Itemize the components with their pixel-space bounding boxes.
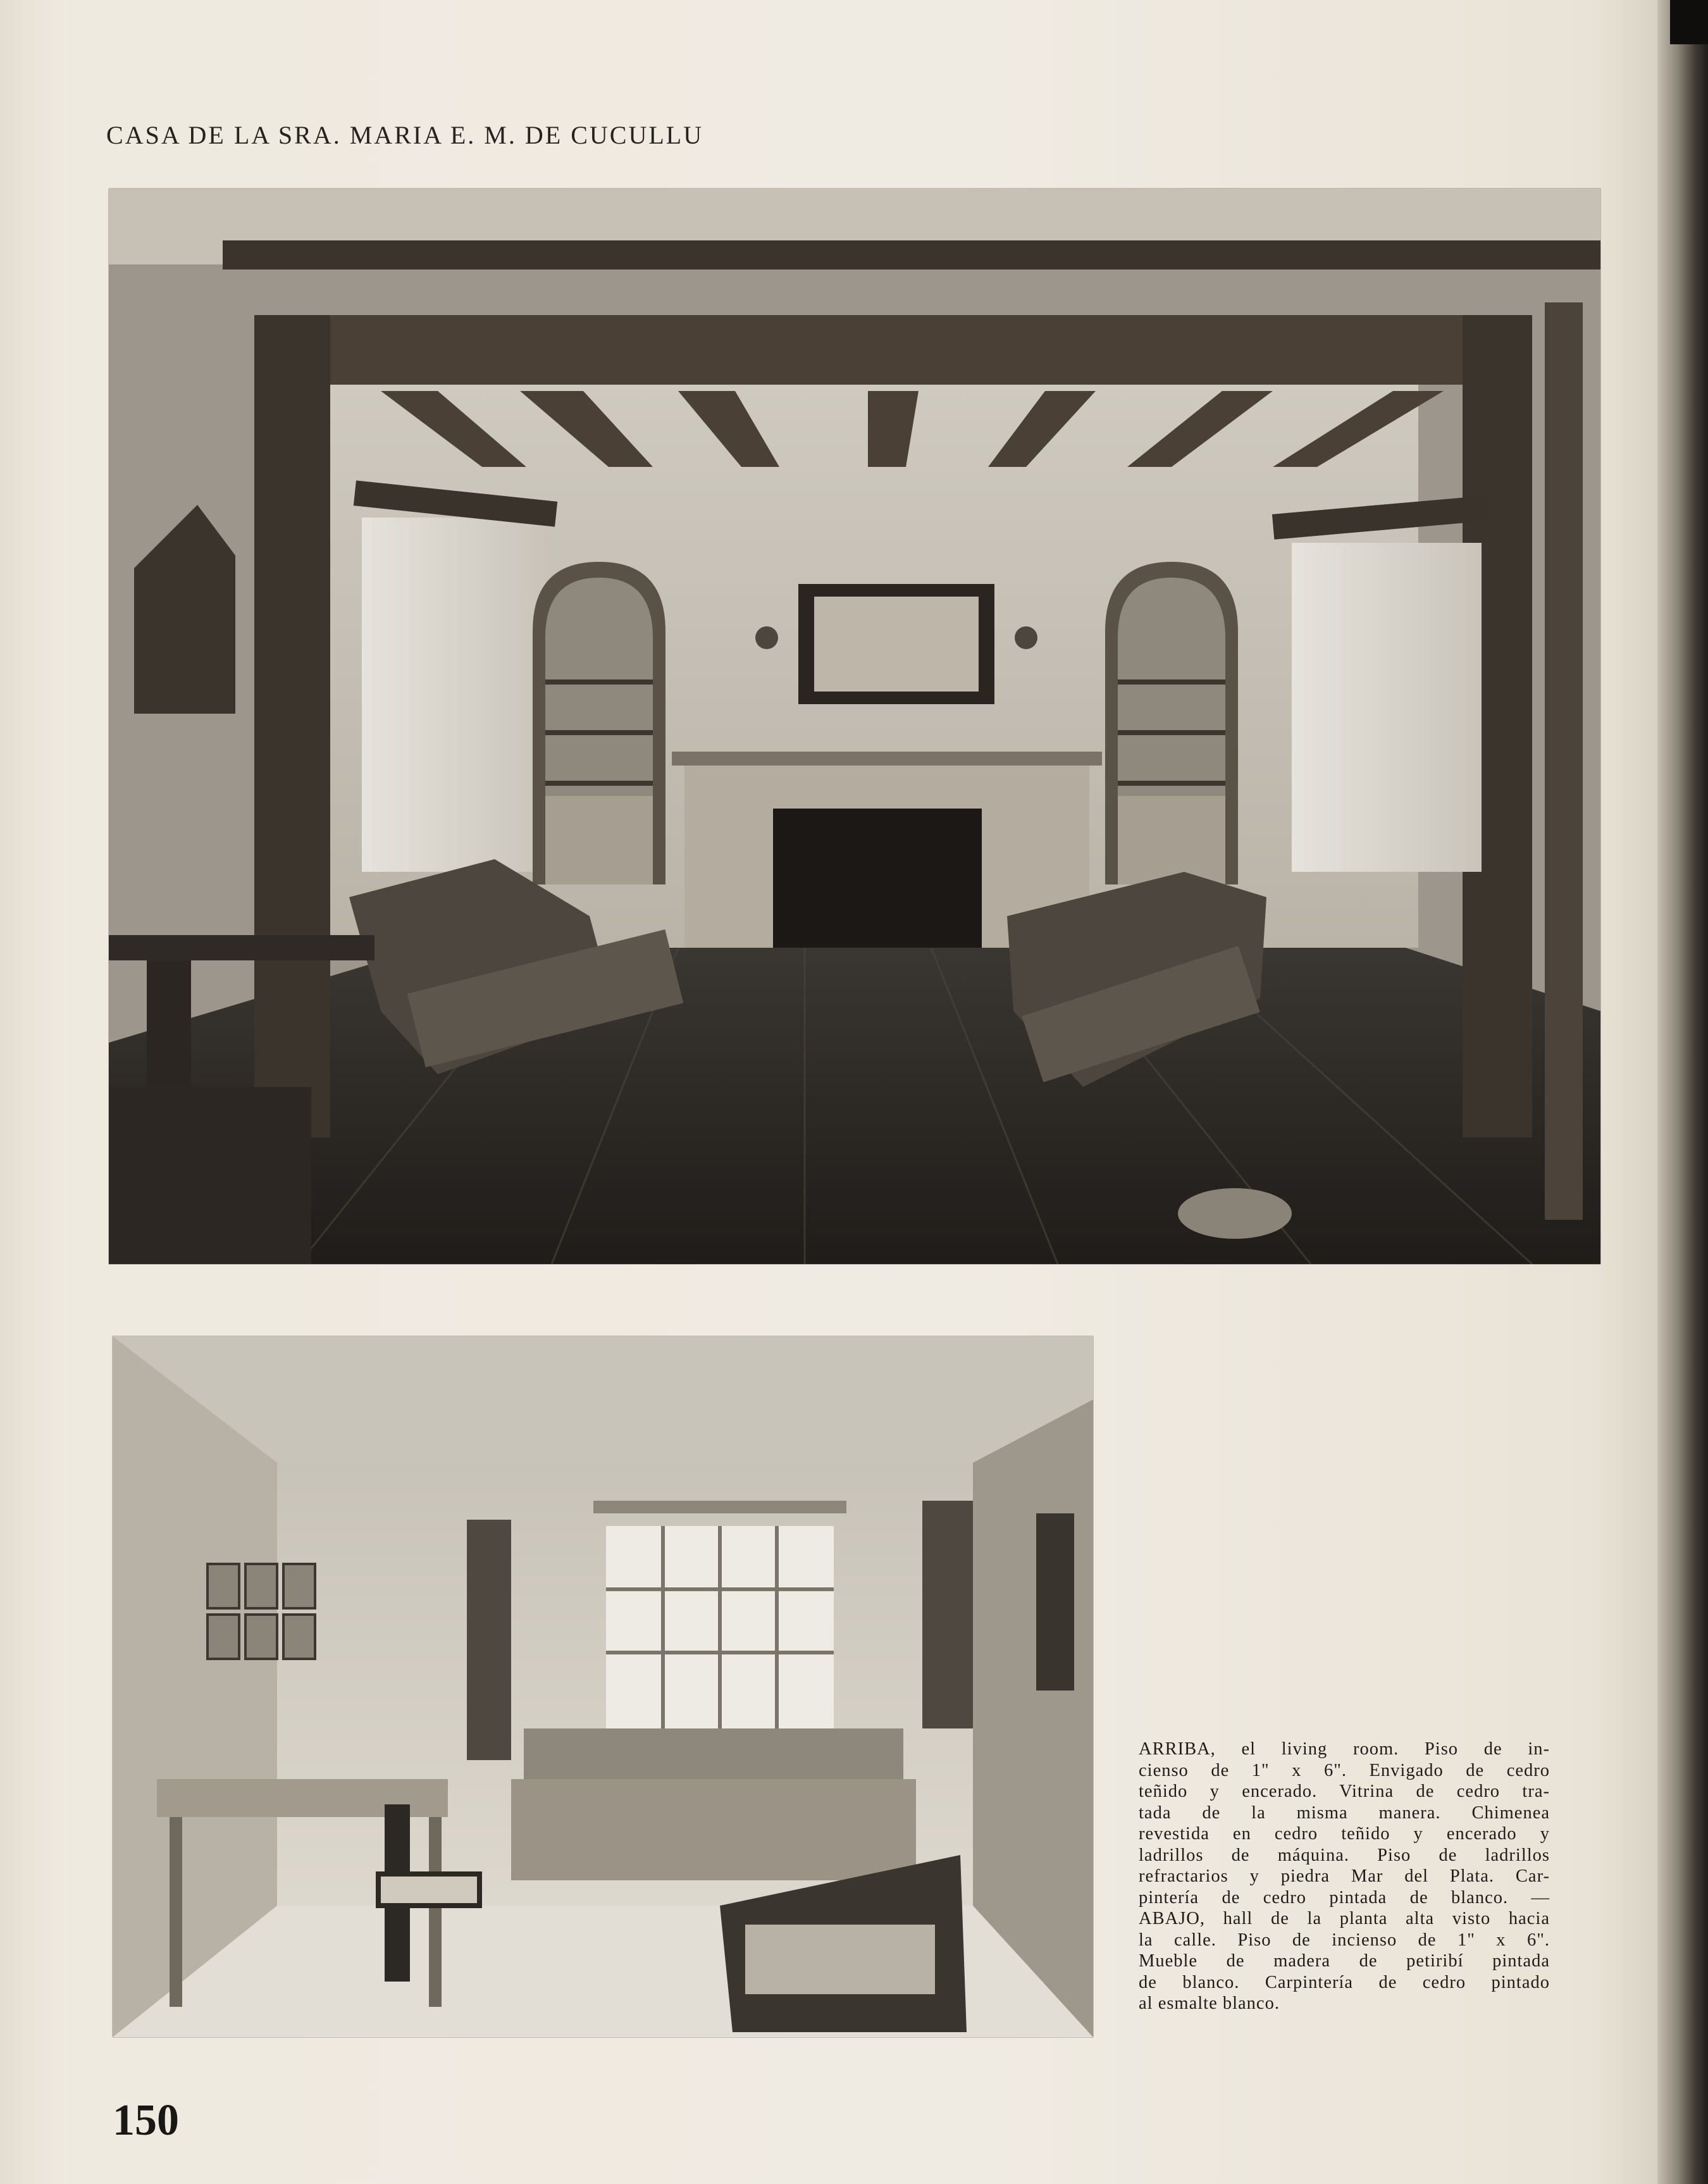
binding-corner [1670, 0, 1708, 44]
living-room-photo [109, 189, 1600, 1264]
caption-line: de blanco. Carpintería de cedro pintado [1139, 1972, 1550, 1992]
caption-line: tada de la misma manera. Chimenea [1139, 1802, 1550, 1823]
caption-line: teñido y encerado. Vitrina de cedro tra- [1139, 1782, 1550, 1801]
upstairs-hall-illustration [113, 1336, 1093, 2037]
caption-line: ladrillos de máquina. Piso de ladrillos [1139, 1845, 1550, 1865]
caption-line: cienso de 1" x 6". Envigado de cedro [1139, 1760, 1550, 1780]
page-number: 150 [113, 2096, 179, 2145]
caption-line: al esmalte blanco. [1139, 1994, 1280, 2013]
living-room-illustration [109, 189, 1600, 1264]
photo-caption [1139, 1739, 1550, 2014]
book-binding-edge [1657, 0, 1708, 2184]
running-head: CASA DE LA SRA. MARIA E. M. DE CUCULLU [106, 121, 704, 149]
caption-line: la calle. Piso de incienso de 1" x 6". [1139, 1930, 1550, 1950]
caption-line: Mueble de madera de petiribí pintada [1139, 1951, 1550, 1971]
caption-line: revestida en cedro teñido y encerado y [1139, 1824, 1550, 1844]
upstairs-hall-photo [113, 1336, 1093, 2037]
caption-line: ARRIBA, el living room. Piso de in- [1139, 1739, 1550, 1759]
caption-line: refractarios y piedra Mar del Plata. Car- [1139, 1866, 1550, 1886]
caption-line: ABAJO, hall de la planta alta visto hacia [1139, 1909, 1550, 1928]
caption-line: pintería de cedro pintada de blanco. — [1139, 1887, 1550, 1908]
